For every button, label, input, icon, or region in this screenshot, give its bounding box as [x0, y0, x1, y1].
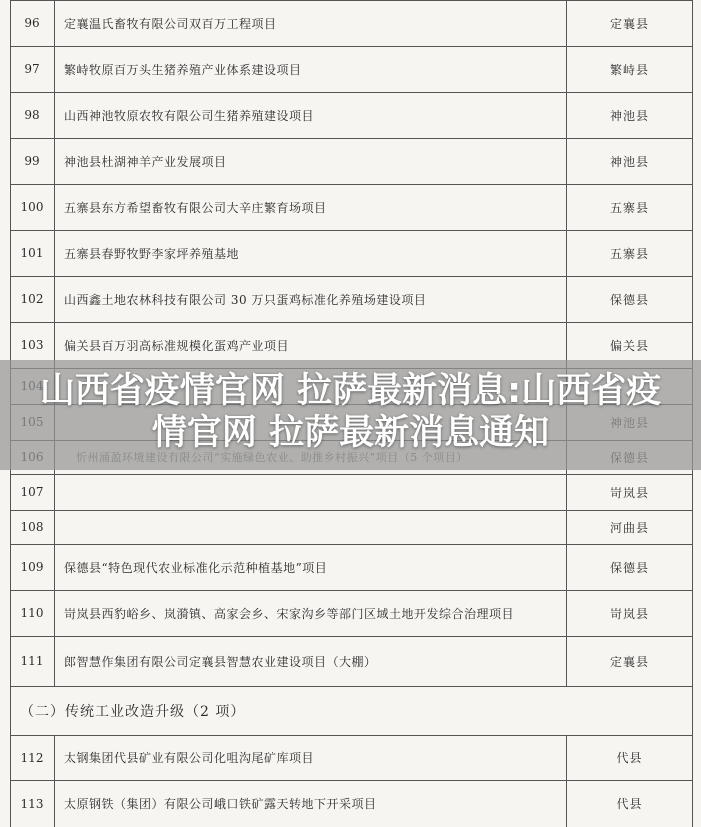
- project-name: 五寨县春野牧野李家坪养殖基地: [64, 246, 240, 261]
- table-row: [10, 46, 693, 92]
- table-row: [10, 636, 693, 686]
- project-name: 保德县“特色现代农业标准化示范种植基地”项目: [64, 560, 328, 575]
- table-row: [10, 138, 693, 184]
- table-row: [10, 184, 693, 230]
- row-number: 101: [20, 246, 44, 260]
- project-name: 太钢集团代县矿业有限公司化咀沟尾矿库项目: [64, 751, 315, 765]
- row-number: 108: [20, 520, 44, 534]
- county-name: 偏关县: [609, 338, 649, 353]
- row-number: 110: [20, 606, 44, 620]
- project-name: 五寨县东方希望畜牧有限公司大辛庄繁育场项目: [64, 200, 327, 215]
- row-number: 100: [20, 200, 44, 214]
- county-name: 神池县: [609, 154, 649, 169]
- row-number: 98: [24, 108, 40, 122]
- table-row: [10, 510, 693, 544]
- county-name: 保德县: [609, 292, 649, 307]
- county-name: 五寨县: [609, 246, 649, 261]
- county-name: 五寨县: [609, 200, 649, 215]
- project-name: 太原钢铁（集团）有限公司峨口铁矿露天转地下开采项目: [64, 797, 377, 811]
- project-name: 神池县杜湖神羊产业发展项目: [64, 154, 227, 169]
- project-name: 偏关县百万羽高标准规模化蛋鸡产业项目: [64, 338, 290, 353]
- county-name: 保德县: [609, 560, 649, 575]
- county-name: 代县: [616, 797, 643, 811]
- row-number: 97: [24, 62, 40, 76]
- row-number: 109: [20, 560, 44, 574]
- county-name: 河曲县: [609, 520, 649, 535]
- county-name: 岢岚县: [609, 485, 649, 500]
- project-name: 山西鑫土地农林科技有限公司 30 万只蛋鸡标准化养殖场建设项目: [64, 292, 427, 307]
- table-row: [10, 230, 693, 276]
- row-number: 112: [20, 750, 44, 765]
- project-name: 岢岚县西豹峪乡、岚漪镇、高家会乡、宋家沟乡等部门区域土地开发综合治理项目: [64, 606, 515, 621]
- row-number: 99: [24, 154, 40, 168]
- project-name: 山西神池牧原农牧有限公司生猪养殖建设项目: [64, 108, 315, 123]
- table-row: [10, 0, 693, 46]
- table-row: [10, 780, 693, 827]
- county-name: 繁峙县: [609, 62, 649, 77]
- row-number: 102: [20, 292, 44, 306]
- project-name: 郎智慧作集团有限公司定襄县智慧农业建设项目（大棚）: [64, 654, 377, 669]
- project-name: 定襄温氏畜牧有限公司双百万工程项目: [64, 16, 277, 31]
- row-number: 103: [20, 338, 44, 352]
- project-name: 繁峙牧原百万头生猪养殖产业体系建设项目: [64, 62, 302, 77]
- county-name: 代县: [616, 751, 643, 765]
- county-name: 定襄县: [609, 654, 649, 669]
- table-row: [10, 544, 693, 590]
- banner-title: 山西省疫情官网 拉萨最新消息:山西省疫情官网 拉萨最新消息通知: [39, 371, 662, 453]
- county-name: 定襄县: [609, 16, 649, 31]
- row-number: 113: [20, 796, 44, 811]
- county-name: 神池县: [609, 108, 649, 123]
- table-row: [10, 276, 693, 322]
- row-number: 111: [20, 654, 44, 668]
- row-number: 96: [24, 16, 40, 30]
- table-row: [10, 92, 693, 138]
- row-number: 107: [20, 485, 44, 499]
- table-row: [10, 735, 693, 780]
- county-name: 岢岚县: [609, 606, 649, 621]
- table-row: [10, 590, 693, 636]
- section-heading: （二）传统工业改造升级（2 项）: [20, 703, 246, 720]
- table-row: [10, 474, 693, 510]
